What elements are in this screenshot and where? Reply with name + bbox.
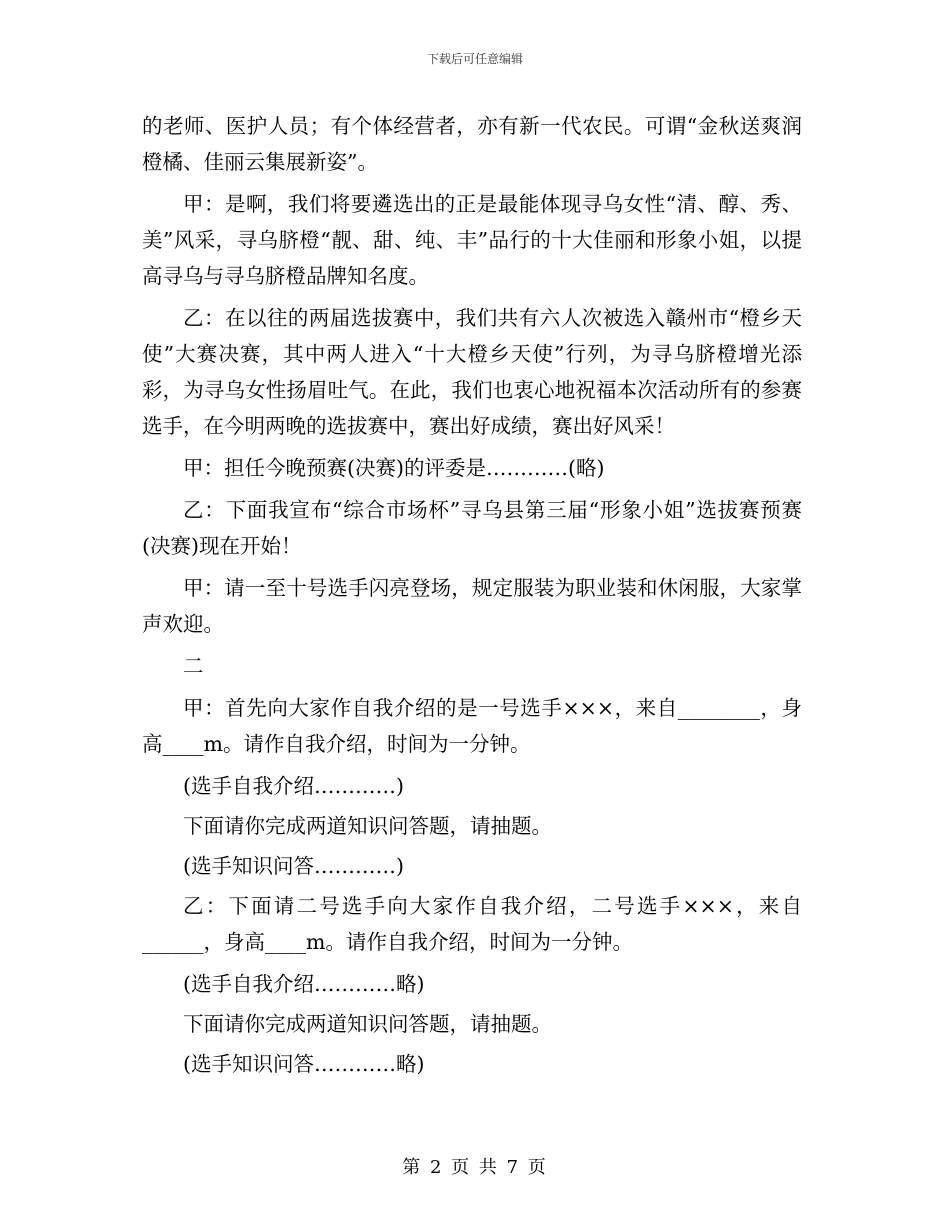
paragraph: 甲：请一至十号选手闪亮登场，规定服装为职业装和休闲服，大家掌声欢迎。 xyxy=(142,576,802,636)
paragraph: 下面请你完成两道知识问答题，请抽题。 xyxy=(183,814,552,838)
paragraph: (选手知识问答…………略) xyxy=(183,1052,425,1076)
paragraph-continued: 的老师、医护人员；有个体经营者，亦有新一代农民。可谓“金秋送爽润橙橘、佳丽云集展新姿”。 xyxy=(142,114,802,174)
paragraph: (选手知识问答…………) xyxy=(183,854,404,878)
paragraph: 甲：担任今晚预赛(决赛)的评委是…………(略) xyxy=(183,456,605,480)
paragraph: 甲：首先向大家作自我介绍的是一号选手×××，来自________，身高____m。请作自我介绍，时间为一分钟。 xyxy=(142,696,802,756)
page-header: 下载后可任意编辑 xyxy=(426,52,523,66)
paragraph: 乙：在以往的两届选拔赛中，我们共有六人次被选入赣州市“橙乡天使”大赛决赛，其中两人进入“十大橙乡天使”行列，为寻乌脐橙增光添彩，为寻乌女性扬眉吐气。在此，我们也衷心地祝福本次活动所有的参赛选手，在今明两晚的选拔赛中，赛出好成绩，赛出好风采！ xyxy=(142,306,802,438)
body-text xyxy=(142,108,802,1086)
paragraph: (选手自我介绍…………略) xyxy=(183,972,425,996)
paragraph: 下面请你完成两道知识问答题，请抽题。 xyxy=(183,1012,552,1036)
page-footer: 第 2 页 共 7 页 xyxy=(402,1157,548,1178)
paragraph: 乙：下面请二号选手向大家作自我介绍，二号选手×××，来自______，身高____m。请作自我介绍，时间为一分钟。 xyxy=(142,894,802,954)
paragraph: 甲：是啊，我们将要遴选出的正是最能体现寻乌女性“清、醇、秀、美”风采，寻乌脐橙“靓、甜、纯、丰”品行的十大佳丽和形象小姐，以提高寻乌与寻乌脐橙品牌知名度。 xyxy=(142,192,802,288)
paragraph: (选手自我介绍…………) xyxy=(183,774,404,798)
paragraph: 乙：下面我宣布“综合市场杯”寻乌县第三届“形象小姐”选拔赛预赛(决赛)现在开始！ xyxy=(142,498,802,558)
section-number: 二 xyxy=(183,654,204,678)
